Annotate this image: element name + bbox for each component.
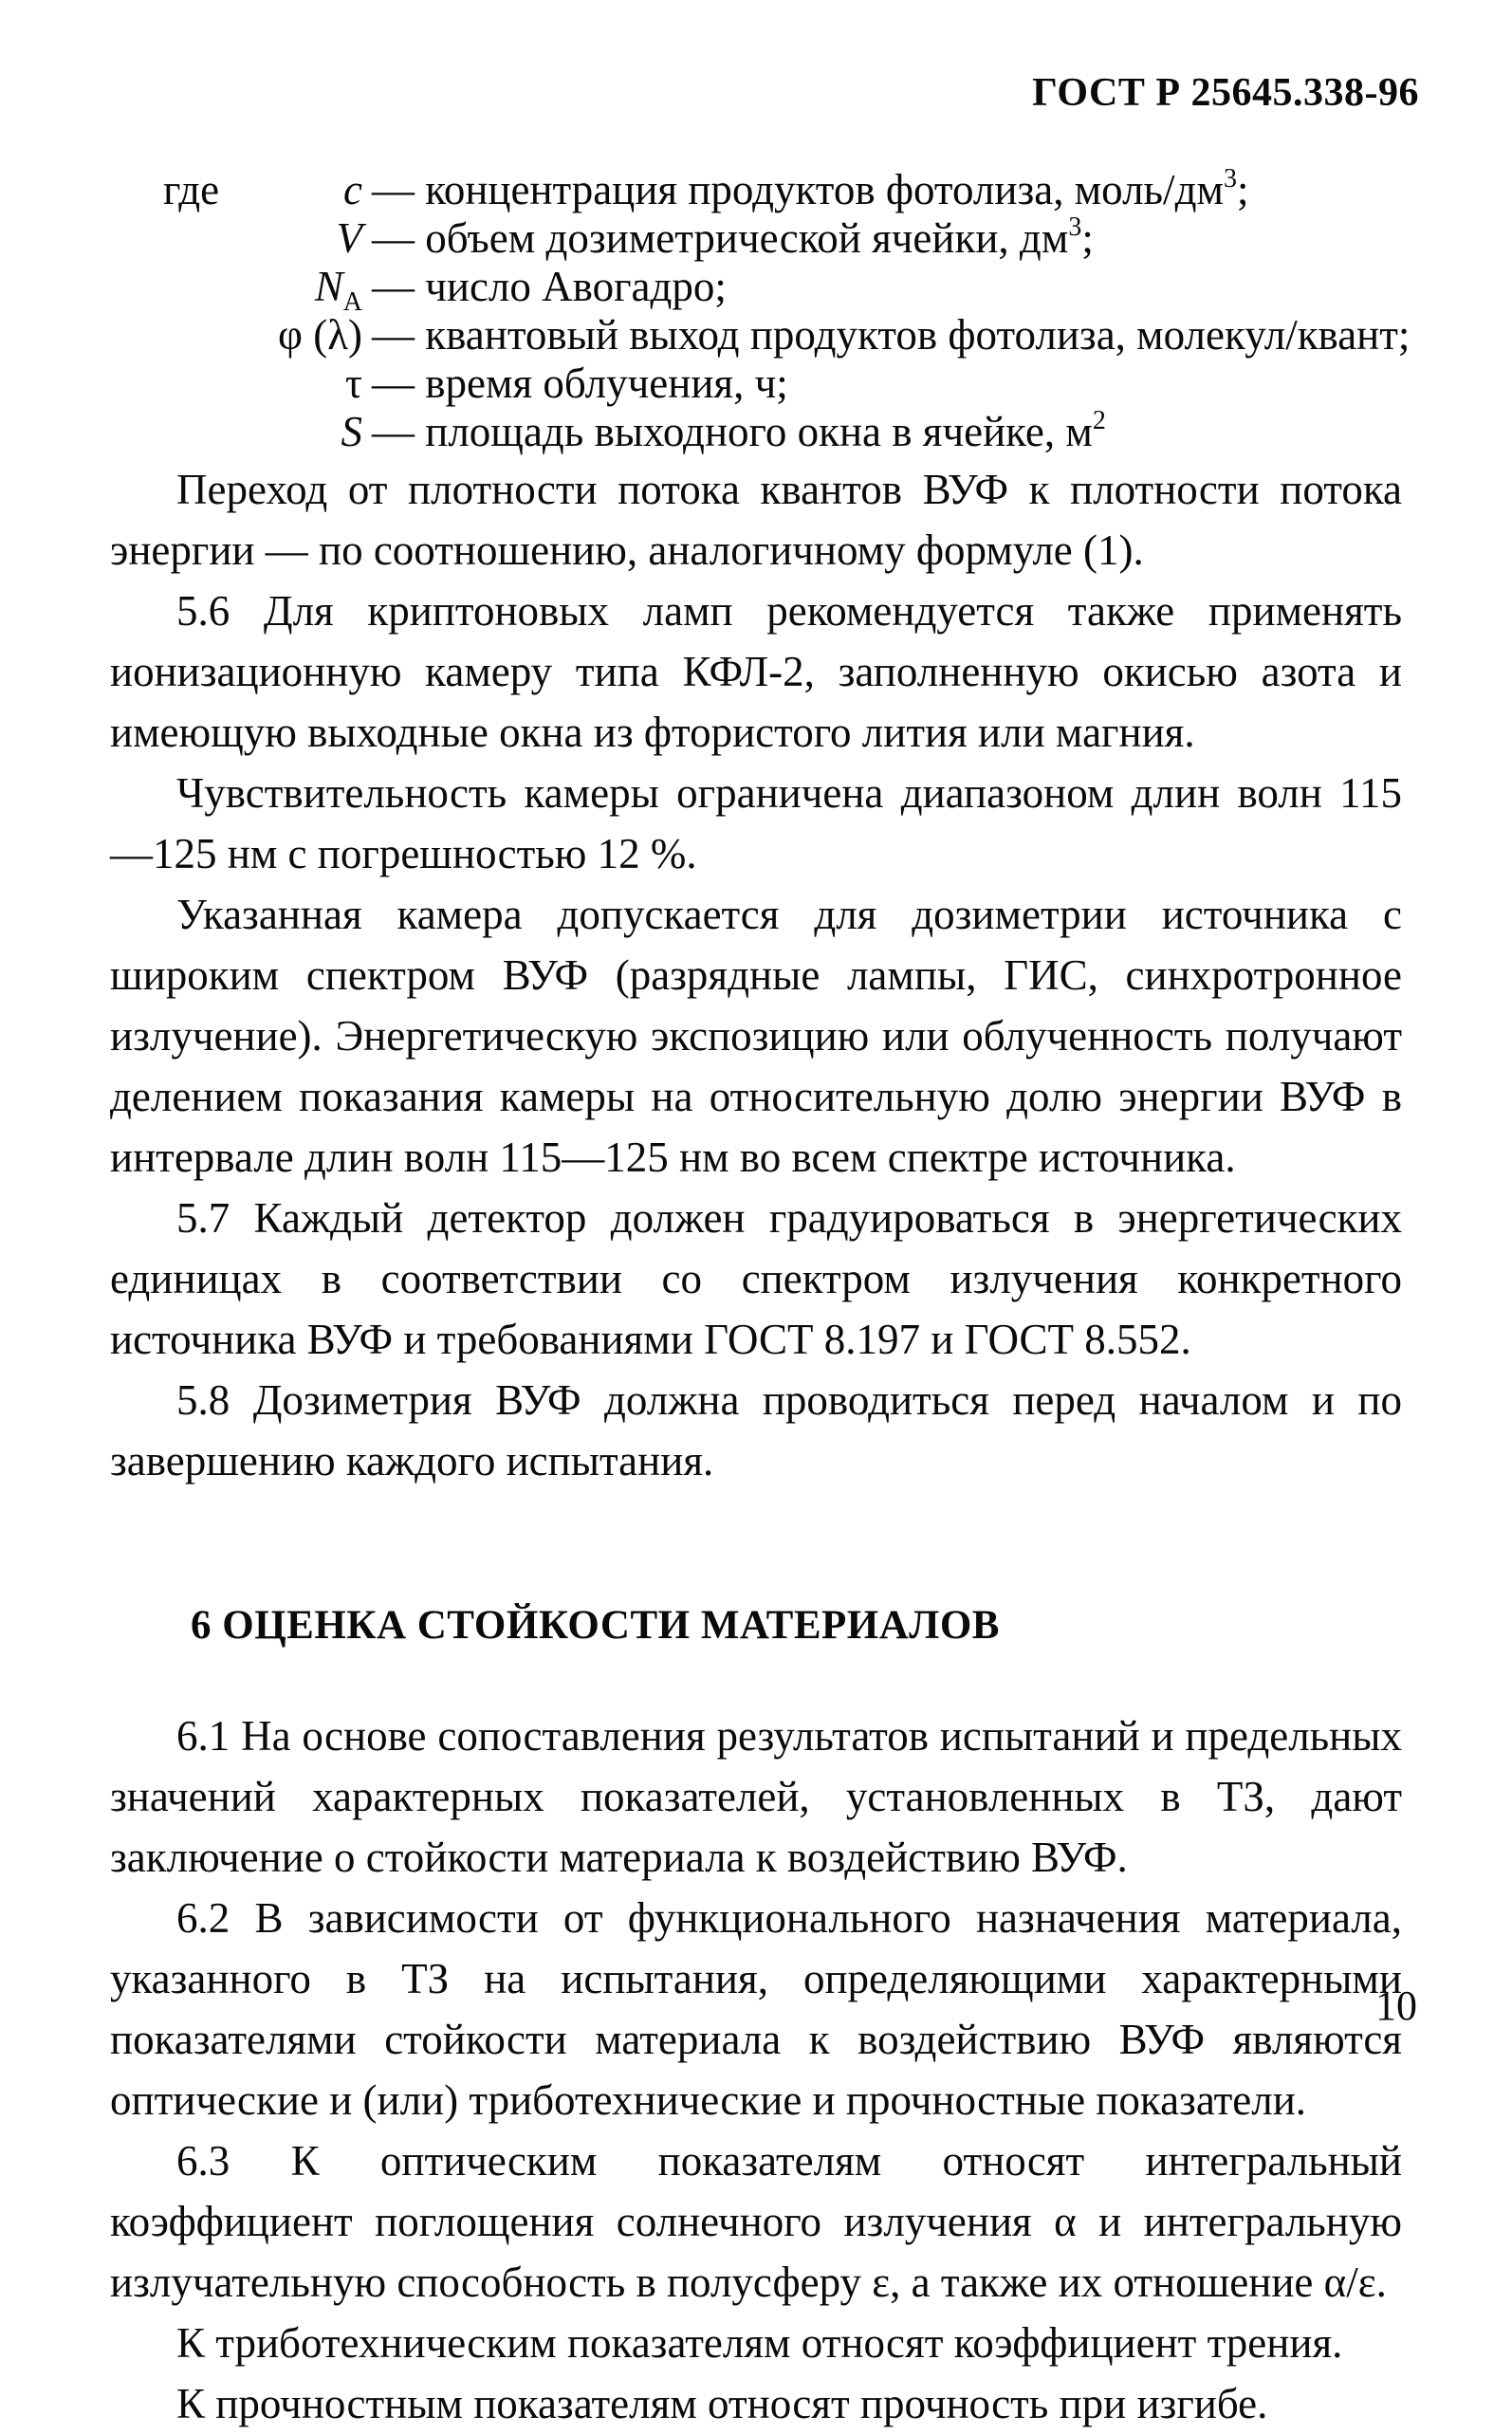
where-desc: — время облучения, ч; bbox=[372, 360, 788, 407]
where-desc: — число Авогадро; bbox=[372, 263, 727, 310]
where-desc: — площадь выходного окна в ячейке, $м^2$ bbox=[372, 406, 1106, 455]
paragraph-6-3: 6.3 К оптическим показателям относят интегральный коэффициент поглощения солнечного излучения α и интегральную излучательную способность в полусферу ε, а также их отношение α/ε. bbox=[110, 2137, 1402, 2306]
where-desc: — квантовый выход продуктов фотолиза, молекул/квант; bbox=[372, 311, 1411, 359]
where-word: где bbox=[163, 166, 220, 213]
paragraph-6-2: 6.2 В зависимости от функционального назначения материала, указанного в ТЗ на испытания, определяющими характерными показателями стойкости материала к воздействию ВУФ являются оптические и (или) триботехнические и прочностные показатели. bbox=[110, 1894, 1402, 2124]
document-body bbox=[110, 159, 1411, 2434]
where-symbol: c bbox=[343, 166, 362, 213]
where-symbol: τ bbox=[344, 360, 362, 407]
paragraph-5-6: 5.6 Для криптоновых ламп рекомендуется также применять ионизационную камеру типа КФЛ-2, заполненную окисью азота и имеющую выходные окна из фтористого лития или магния. bbox=[110, 587, 1402, 756]
paragraph-5-7: 5.7 Каждый детектор должен градуироваться в энергетических единицах в соответствии со спектром излучения конкретного источника ВУФ и требованиями ГОСТ 8.197 и ГОСТ 8.552. bbox=[110, 1194, 1402, 1363]
where-list bbox=[110, 159, 1411, 459]
page-number: 10 bbox=[1375, 1982, 1417, 2029]
paragraph: Чувствительность камеры ограничена диапазоном длин волн 115—125 нм с погрешностью 12 %. bbox=[110, 769, 1402, 877]
document-header: ГОСТ Р 25645.338-96 bbox=[1032, 71, 1419, 115]
paragraph: К триботехническим показателям относят коэффициент трения. bbox=[176, 2319, 1343, 2367]
where-desc: — объем дозиметрической ячейки, $дм^3$; bbox=[372, 212, 1094, 262]
where-symbol: V bbox=[336, 214, 362, 262]
paragraph-5-8: 5.8 Дозиметрия ВУФ должна проводиться перед началом и по завершению каждого испытания. bbox=[110, 1376, 1402, 1484]
where-symbol: φ (λ) bbox=[277, 311, 362, 359]
where-item-s bbox=[110, 401, 1106, 462]
where-desc: — концентрация продуктов фотолиза, моль/$дм^3$; bbox=[372, 164, 1249, 213]
where-symbol: S bbox=[341, 408, 362, 455]
section-heading: 6 ОЦЕНКА СТОЙКОСТИ МАТЕРИАЛОВ bbox=[191, 1603, 1000, 1648]
paragraph-6-1: 6.1 На основе сопоставления результатов испытаний и предельных значений характерных показателей, установленных в ТЗ, дают заключение о стойкости материала к воздействию ВУФ. bbox=[110, 1712, 1402, 1881]
paragraph: Переход от плотности потока квантов ВУФ к плотности потока энергии — по соотношению, аналогичному формуле (1). bbox=[110, 466, 1402, 574]
where-symbol: $N_A$ bbox=[314, 263, 362, 317]
paragraph: К прочностным показателям относят прочность при изгибе. bbox=[176, 2380, 1268, 2427]
paragraph: Указанная камера допускается для дозиметрии источника с широким спектром ВУФ (разрядные лампы, ГИС, синхротронное излучение). Энергетическую экспозицию или облученность получают делением показания камеры на относительную долю энергии ВУФ в интервале длин волн 115—125 нм во всем спектре источника. bbox=[110, 891, 1402, 1181]
